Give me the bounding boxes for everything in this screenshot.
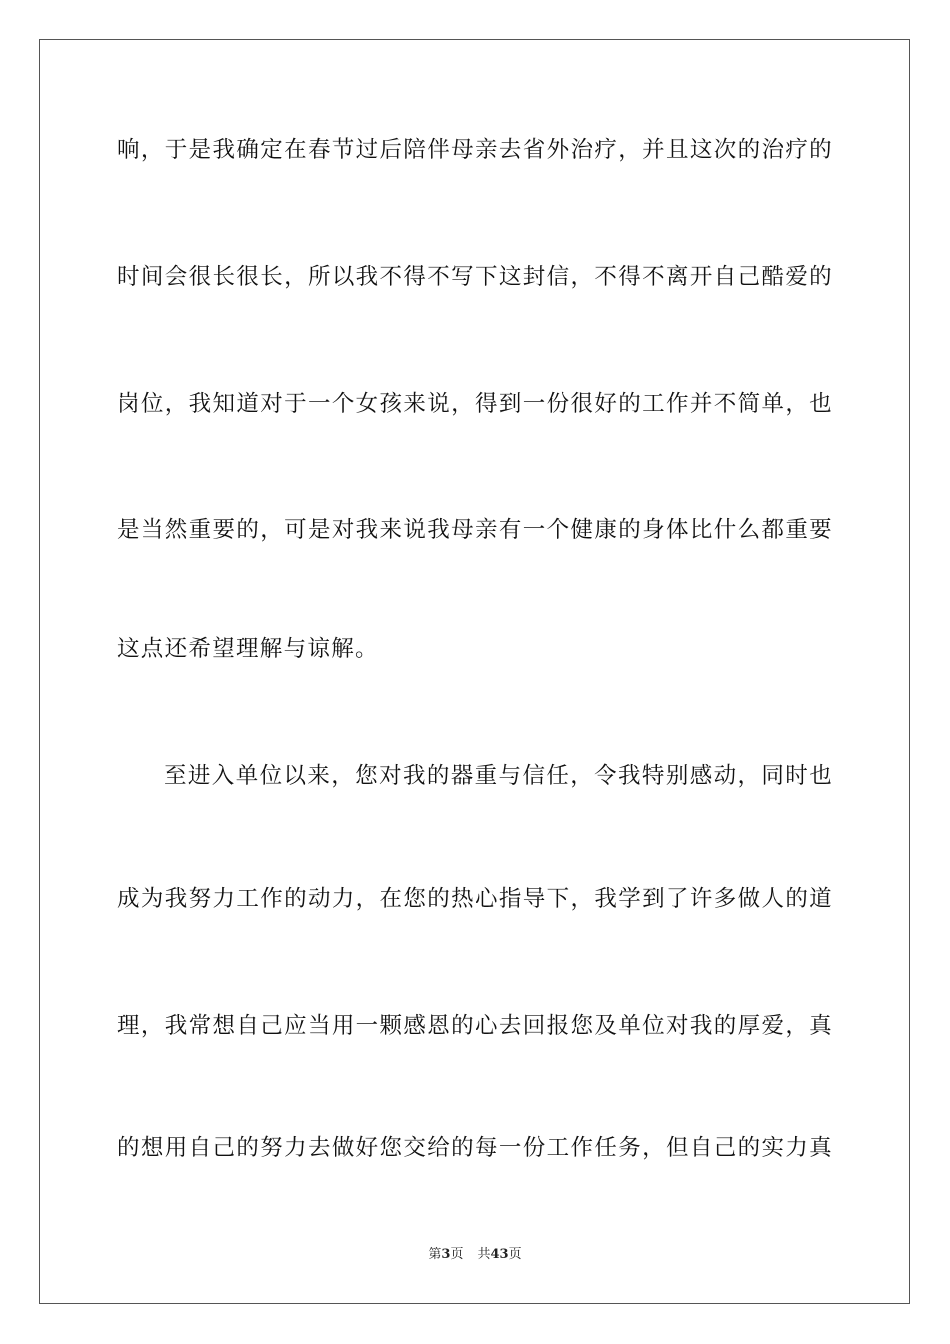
text-line-7: 成为我努力工作的动力，在您的热心指导下，我学到了许多做人的道 — [117, 886, 833, 912]
text-line-3: 岗位，我知道对于一个女孩来说，得到一份很好的工作并不简单，也 — [117, 391, 833, 417]
text-line-4: 是当然重要的，可是对我来说我母亲有一个健康的身体比什么都重要 — [117, 517, 833, 543]
page-footer — [0, 1246, 950, 1264]
page-suffix: 页 — [450, 1247, 464, 1262]
total-pages: 43 — [490, 1247, 509, 1262]
total-prefix: 共 — [477, 1247, 491, 1262]
total-suffix: 页 — [508, 1247, 522, 1262]
page-prefix: 第 — [428, 1247, 442, 1262]
text-line-5: 这点还希望理解与谅解。 — [117, 636, 379, 662]
text-line-6: 至进入单位以来，您对我的器重与信任，令我特别感动，同时也 — [164, 763, 833, 789]
text-line-1: 响，于是我确定在春节过后陪伴母亲去省外治疗，并且这次的治疗的 — [117, 137, 833, 163]
page-number: 3 — [441, 1247, 451, 1262]
text-line-2: 时间会很长很长，所以我不得不写下这封信，不得不离开自己酷爱的 — [117, 264, 833, 290]
text-line-9: 的想用自己的努力去做好您交给的每一份工作任务，但自己的实力真 — [117, 1135, 833, 1161]
text-line-8: 理，我常想自己应当用一颗感恩的心去回报您及单位对我的厚爱，真 — [117, 1013, 833, 1039]
page-border — [39, 39, 910, 1304]
